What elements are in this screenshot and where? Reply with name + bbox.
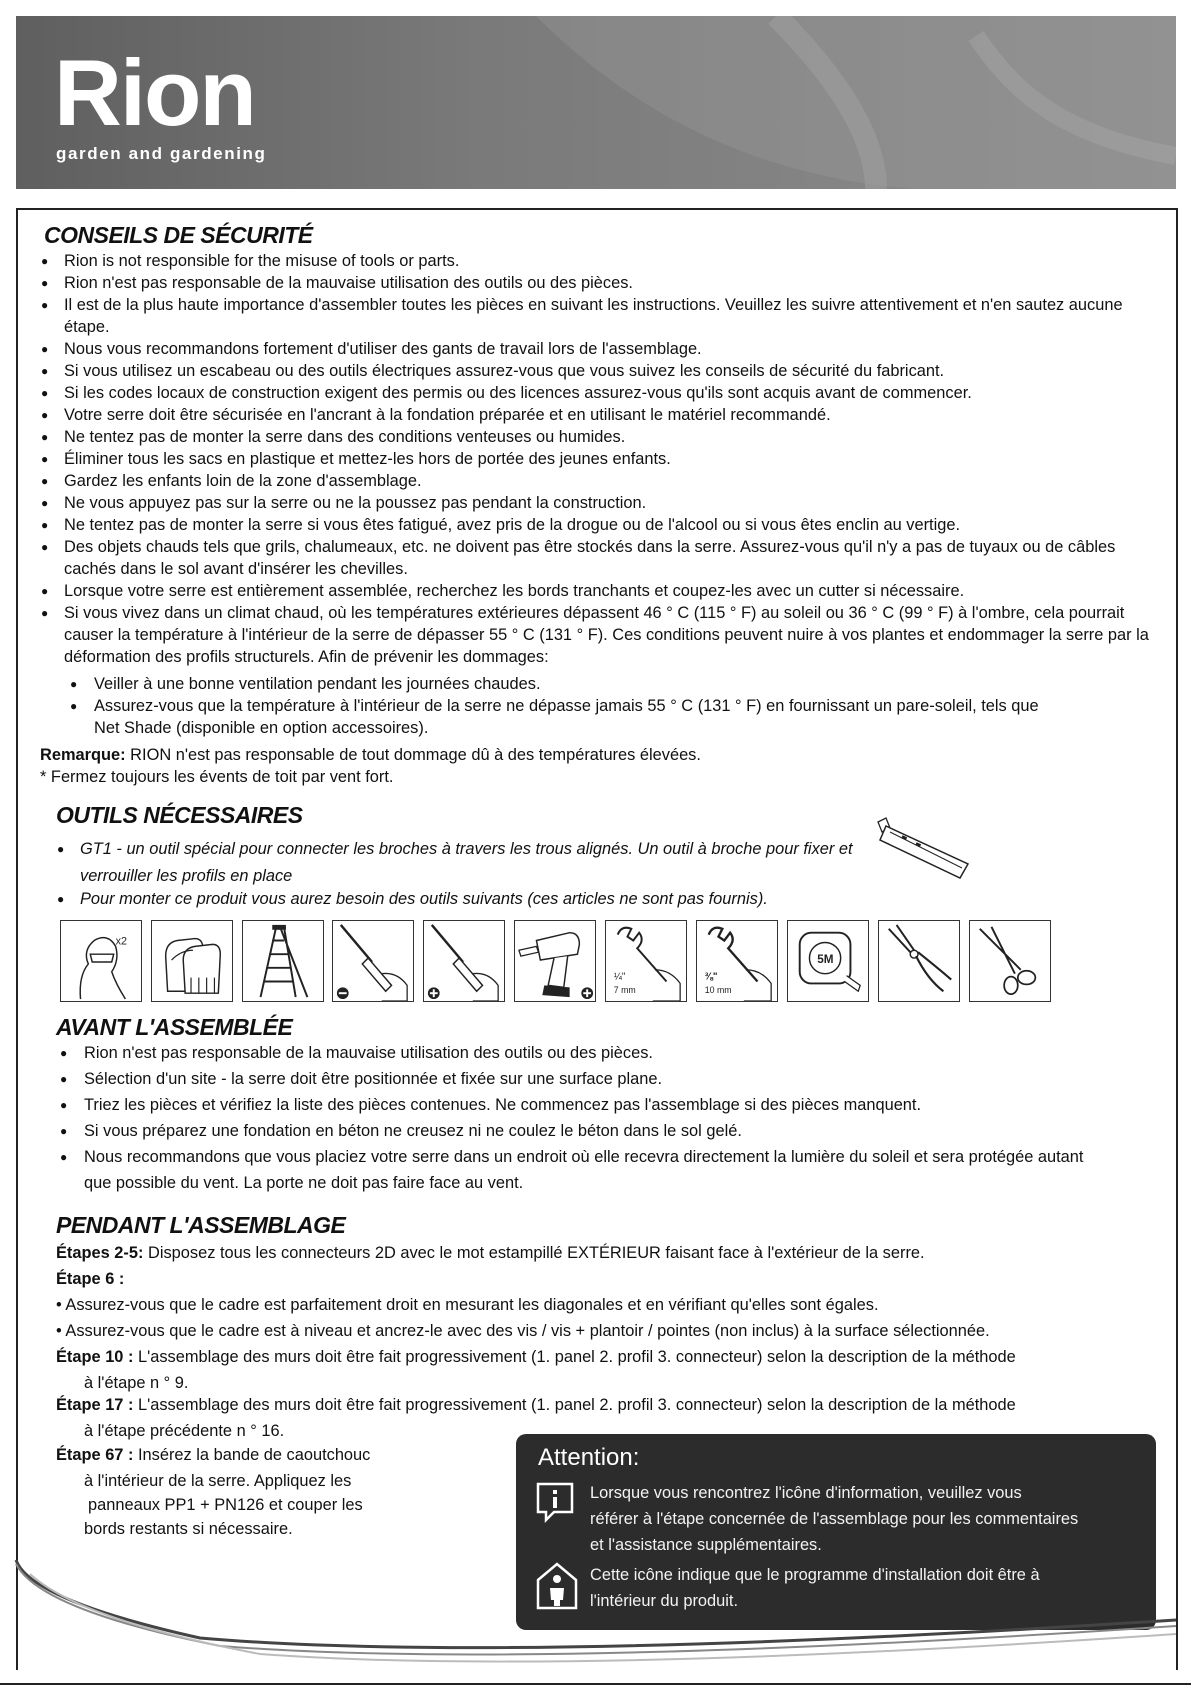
list-item: ● Rion n'est pas responsable de la mauvaise utilisation des outils ou des pièces.	[38, 272, 1168, 294]
list-item: ● Triez les pièces et vérifiez la liste des pièces contenues. Ne commencez pas l'assemblage si des pièces manquent.	[56, 1092, 1116, 1118]
glasses-quantity: x2	[115, 935, 127, 948]
remark-label: Remarque:	[40, 746, 126, 764]
attention-title: Attention:	[538, 1444, 640, 1471]
tools-title: OUTILS NÉCESSAIRES	[56, 802, 303, 828]
step-6-line-2: • Assurez-vous que le cadre est à niveau et ancrez-le avec des vis / vis + plantoir / pointes (non inclus) à la surface sélectionnée.	[56, 1322, 990, 1340]
before-assembly-list	[56, 1040, 1116, 1196]
list-item: ● Gardez les enfants loin de la zone d'assemblage.	[38, 470, 1168, 492]
tape-measure-icon	[787, 920, 869, 1002]
list-item: ● Rion n'est pas responsable de la mauvaise utilisation des outils ou des pièces.	[56, 1040, 1116, 1066]
list-item: ● Ne tentez pas de monter la serre si vous êtes fatigué, avez pris de la drogue ou de l'alcool ou si vous êtes enclin au vertige.	[38, 514, 1168, 536]
wrench-size-mm: 10 mm	[704, 985, 732, 996]
list-item: ● Si vous préparez une fondation en béton ne creusez ni ne coulez le béton dans le sol gelé.	[56, 1118, 1116, 1144]
before-assembly-title: AVANT L'ASSEMBLÉE	[56, 1014, 293, 1040]
wrench-10mm-icon	[696, 920, 778, 1002]
wrench-size-inch: ⅜"	[704, 971, 718, 983]
roof-vent-note: * Fermez toujours les évents de toit par vent fort.	[40, 768, 394, 786]
step-17-cont: à l'étape précédente n ° 16.	[84, 1422, 285, 1440]
step-text: L'assemblage des murs doit être fait progressivement (1. panel 2. profil 3. connecteur) selon la description de la méthode	[133, 1396, 1016, 1414]
work-gloves-icon	[151, 920, 233, 1002]
info-icon	[534, 1480, 576, 1524]
brand-tagline: garden and gardening	[56, 144, 267, 163]
step-2-5	[56, 1240, 925, 1266]
page-bottom-decoration	[0, 1560, 1191, 1687]
step-10	[56, 1344, 1016, 1370]
list-item: ● Lorsque votre serre est entièrement assemblée, recherchez les bords tranchants et coupez-les avec un cutter si nécessaire.	[38, 580, 1168, 602]
pliers-icon	[878, 920, 960, 1002]
tools-list-2	[54, 888, 1054, 910]
list-item: ● Pour monter ce produit vous aurez besoin des outils suivants (ces articles ne sont pas fournis).	[54, 888, 1054, 910]
list-item: ● Sélection d'un site - la serre doit être positionnée et fixée sur une surface plane.	[56, 1066, 1116, 1092]
step-67-line-2: à l'intérieur de la serre. Appliquez les	[84, 1472, 352, 1490]
wrench-size-mm: 7 mm	[613, 985, 636, 996]
step-label: Étape 67 :	[56, 1446, 134, 1464]
info-text-line-1: Lorsque vous rencontrez l'icône d'information, veuillez vous	[590, 1484, 1022, 1502]
step-text: Disposez tous les connecteurs 2D avec le mot estampillé EXTÉRIEUR faisant face à l'extérieur de la serre.	[143, 1244, 925, 1262]
page-header	[16, 16, 1176, 189]
safety-list	[38, 250, 1168, 668]
step-67	[56, 1442, 370, 1468]
step-text: L'assemblage des murs doit être fait progressivement (1. panel 2. profil 3. connecteur) selon la description de la méthode	[133, 1348, 1016, 1366]
step-label: Étapes 2-5:	[56, 1244, 144, 1262]
step-label: Étape 10 :	[56, 1348, 134, 1366]
safety-sublist	[66, 673, 1106, 739]
step-text: Insérez la bande de caoutchouc	[133, 1446, 371, 1464]
step-6-line-1: • Assurez-vous que le cadre est parfaitement droit en mesurant les diagonales et en vérifiant qu'elles sont égales.	[56, 1296, 879, 1314]
list-item: ● Votre serre doit être sécurisée en l'ancrant à la fondation préparée et en utilisant le matériel recommandé.	[38, 404, 1168, 426]
during-assembly-title: PENDANT L'ASSEMBLAGE	[56, 1212, 346, 1238]
step-17	[56, 1392, 1016, 1418]
list-item: ● Nous vous recommandons fortement d'utiliser des gants de travail lors de l'assemblage.	[38, 338, 1168, 360]
list-item: ● Nous recommandons que vous placiez votre serre dans un endroit où elle recevra directement la lumière du soleil et sera protégée autant que possible du vent. La porte ne doit pas faire face au vent.	[56, 1144, 1116, 1196]
gt1-tool-icon	[872, 814, 976, 886]
list-item: ● Si vous vivez dans un climat chaud, où les températures extérieures dépassent 46 ° C (115 ° F) au soleil ou 36 ° C (99 ° F) à l'ombre, cela pourrait causer la température à l'intérieur de la serre de dépasser 55 ° C (131 ° F). Ces conditions peuvent nuire à vos plantes et endommager la serre par la déformation des profils structurels. Afin de prévenir les dommages:	[38, 602, 1168, 668]
list-item: ● Si vous utilisez un escabeau ou des outils électriques assurez-vous que vous suivez les conseils de sécurité du fabricant.	[38, 360, 1168, 382]
wrench-size-inch: ¼"	[613, 971, 626, 983]
indoor-text-line-2: l'intérieur du produit.	[590, 1592, 738, 1610]
list-item: ● Ne vous appuyez pas sur la serre ou ne la poussez pas pendant la construction.	[38, 492, 1168, 514]
phillips-screwdriver-icon	[423, 920, 505, 1002]
step-10-cont: à l'étape n ° 9.	[84, 1374, 189, 1392]
brand-logo: Rion	[54, 40, 255, 145]
wrench-7mm-icon	[605, 920, 687, 1002]
step-6-label	[56, 1266, 124, 1292]
tools-list	[54, 836, 864, 890]
step-label: Étape 6 :	[56, 1270, 125, 1288]
list-item: ● Rion is not responsible for the misuse of tools or parts.	[38, 250, 1168, 272]
list-item: ● Des objets chauds tels que grils, chalumeaux, etc. ne doivent pas être stockés dans la serre. Assurez-vous qu'il n'y a pas de tuyaux ou de câbles cachés dans le sol avant d'insérer les chevilles.	[38, 536, 1168, 580]
remark-line	[40, 744, 701, 766]
remark-text: RION n'est pas responsable de tout dommage dû à des températures élevées.	[125, 746, 701, 764]
step-67-line-4: bords restants si nécessaire.	[84, 1520, 293, 1538]
stepladder-icon	[242, 920, 324, 1002]
safety-glasses-icon	[60, 920, 142, 1002]
step-label: Étape 17 :	[56, 1396, 134, 1414]
power-drill-icon	[514, 920, 596, 1002]
list-item: ● Si les codes locaux de construction exigent des permis ou des licences assurez-vous qu'ils sont acquis avant de commencer.	[38, 382, 1168, 404]
list-item: ● Éliminer tous les sacs en plastique et mettez-les hors de portée des jeunes enfants.	[38, 448, 1168, 470]
info-text-line-2: référer à l'étape concernée de l'assemblage pour les commentaires	[590, 1510, 1079, 1528]
list-item: ● GT1 - un outil spécial pour connecter les broches à travers les trous alignés. Un outil à broche pour fixer et verrouiller les profils en place	[54, 836, 864, 890]
scissors-icon	[969, 920, 1051, 1002]
flat-screwdriver-icon	[332, 920, 414, 1002]
indoor-text-line-1: Cette icône indique que le programme d'installation doit être à	[590, 1566, 1040, 1584]
list-item: ● Il est de la plus haute importance d'assembler toutes les pièces en suivant les instructions. Veuillez les suivre attentivement et n'en sautez aucune étape.	[38, 294, 1168, 338]
list-item: ● Assurez-vous que la température à l'intérieur de la serre ne dépasse jamais 55 ° C (131 ° F) en fournissant un pare-soleil, tels que Net Shade (disponible en option accessoires).	[66, 695, 1106, 739]
info-text-line-3: et l'assistance supplémentaires.	[590, 1536, 822, 1554]
safety-title: CONSEILS DE SÉCURITÉ	[44, 222, 313, 248]
tape-length: 5M	[817, 952, 834, 966]
list-item: ● Ne tentez pas de monter la serre dans des conditions venteuses ou humides.	[38, 426, 1168, 448]
list-item: ● Veiller à une bonne ventilation pendant les journées chaudes.	[66, 673, 1106, 695]
step-67-line-3: panneaux PP1 + PN126 et couper les	[88, 1496, 363, 1514]
